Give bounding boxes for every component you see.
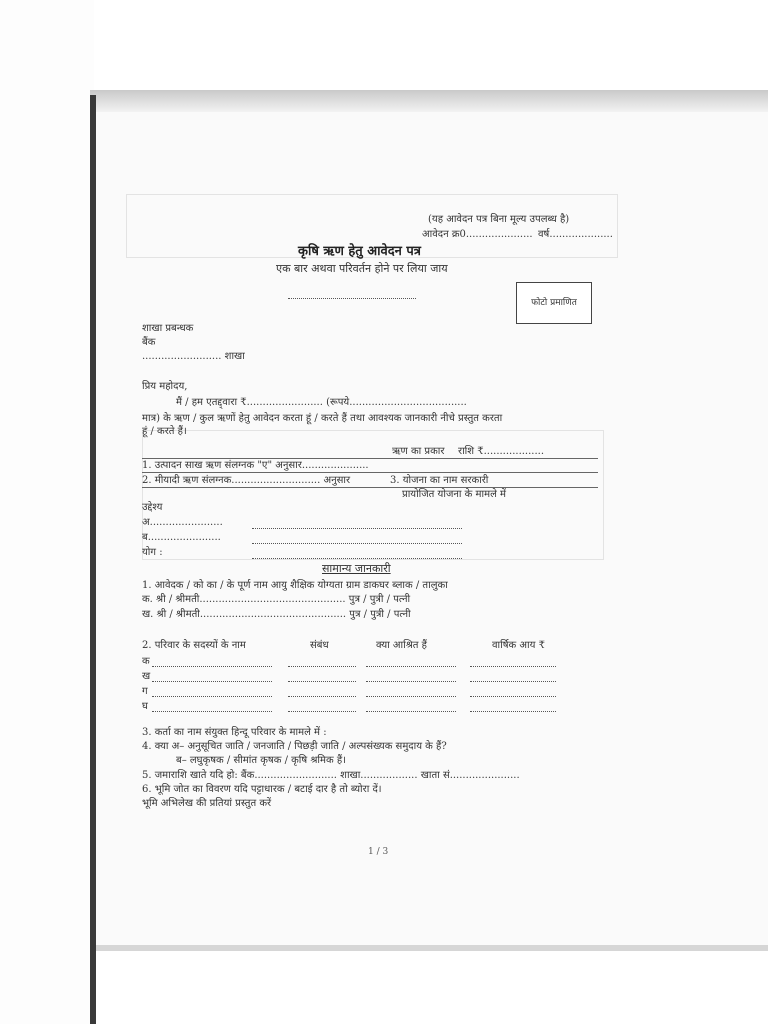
loan-amount-header: राशि ₹................... [458,446,545,457]
family-row-line [470,681,556,682]
application-number: आवेदन क्र0..................... [422,229,533,240]
form-subtitle: एक बार अथवा परिवर्तन होने पर लिया जाय [276,262,448,275]
loan-item-3-cont: प्रायोजित योजना के मामले में [402,489,507,500]
application-year: वर्ष.................... [538,229,613,240]
declaration-line-3: हूं / करते हैं। [142,426,187,437]
table-rule [142,487,598,488]
loan-item-1: 1. उत्पादन साख ऋण संलग्नक "ए" अनुसार..................... [142,460,369,471]
declaration-line-2: मात्र) के ऋण / कुल ऋणों हेतु आवेदन करता हूं / करते हैं तथा आवश्यक जानकारी नीचे प्रस्तुत करता [142,413,503,424]
family-row-line [366,711,456,712]
family-row-line [288,696,356,697]
family-row-label: घ [142,701,148,712]
question-2: 2. परिवार के सदस्यों के नाम [142,640,246,651]
section-general-heading: सामान्य जानकारी [322,562,391,575]
income-header: वार्षिक आय ₹ [492,640,545,651]
family-row-line [366,696,456,697]
purpose-a-line [252,528,462,529]
purpose-total-line [252,558,462,559]
family-row-label: ग [142,686,148,697]
dependent-header: क्या आश्रित हैं [376,640,427,651]
loan-type-header: ऋण का प्रकार [392,446,445,457]
photo-box-label: फोटो प्रमाणित [531,298,577,308]
purpose-a: अ....................... [142,517,223,528]
scan-bottom-edge [96,945,768,951]
family-row-line [288,681,356,682]
question-6: 6. भूमि जोत का विवरण यदि पट्टाधारक / बटाई दार है तो ब्योरा दें। [142,784,382,795]
question-4b: ब– लघुकृषक / सीमांत कृषक / कृषि श्रमिक हैं। [176,755,346,766]
family-row-line [152,666,272,667]
family-row-label: क [142,656,150,667]
addressee-branch: ......................... शाखा [142,351,245,362]
photo-box [516,282,592,324]
free-form-note: (यह आवेदन पत्र बिना मूल्य उपलब्ध है) [428,214,570,225]
family-row-line [470,696,556,697]
page-number: 1 / 3 [368,847,389,857]
question-1: 1. आवेदक / को का / के पूर्ण नाम आयु शैक्षिक योग्यता ग्राम डाकघर ब्लाक / तालुका [142,580,448,591]
addressee-manager: शाखा प्रबन्धक [142,323,194,334]
purpose-total: योग : [142,547,163,558]
form-title: कृषि ऋण हेतु आवेदन पत्र [298,244,421,259]
salutation: प्रिय महोदय, [142,381,188,392]
applicant-kha: ख. श्री / श्रीमती.............................................. पुत्र / पुत्री / पत्नी [142,609,411,620]
family-row-line [152,696,272,697]
question-7: भूमि अभिलेख की प्रतियां प्रस्तुत करें [142,798,272,809]
family-row-line [366,666,456,667]
addressee-bank: बैंक [142,337,156,348]
table-rule [142,472,598,473]
table-rule [142,458,598,459]
family-row-line [152,711,272,712]
applicant-ka: क. श्री / श्रीमती.............................................. पुत्र / पुत्री / पत्नी [142,594,411,605]
question-4a: 4. क्या अ– अनुसूचित जाति / जनजाति / पिछड़ी जाति / अल्पसंख्यक समुदाय के हैं? [142,741,447,752]
scan-shadow [90,90,768,112]
relation-header: संबंध [310,640,329,651]
question-3: 3. कर्ता का नाम संयुक्त हिन्दू परिवार के मामले में : [142,727,327,738]
declaration-line-1: मैं / हम एतद्द्वारा ₹........................ (रूपये..................................... [176,397,467,408]
family-row-line [288,711,356,712]
family-row-line [470,666,556,667]
name-line [288,298,416,299]
scan-margin [0,0,94,1024]
family-row-line [288,666,356,667]
family-row-line [152,681,272,682]
loan-item-2: 2. मीयादी ऋण संलग्नक............................ अनुसार [142,475,351,486]
family-row-label: ख [142,671,151,682]
purpose-b: ब....................... [142,532,221,543]
family-row-line [470,711,556,712]
purpose-b-line [252,543,462,544]
purpose-label: उद्देश्य [142,502,163,513]
question-5: 5. जमाराशि खाते यदि हो: बैंक.......................... शाखा.................. खाता सं...................... [142,770,520,781]
family-row-line [366,681,456,682]
loan-item-3: 3. योजना का नाम सरकारी [390,475,489,486]
